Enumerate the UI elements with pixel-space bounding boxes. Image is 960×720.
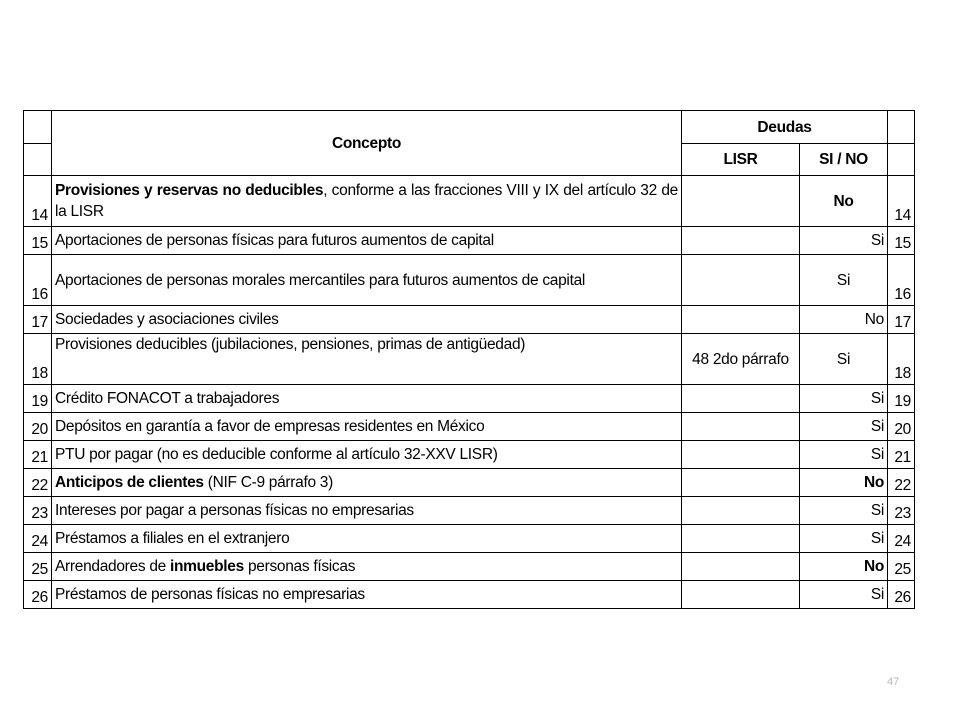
- table-row: [24, 469, 915, 497]
- table-body: [24, 176, 915, 609]
- row-answer: Si: [800, 581, 888, 609]
- row-number-right: 24: [888, 525, 915, 553]
- table-row: [24, 525, 915, 553]
- row-answer: Si: [800, 525, 888, 553]
- row-concept: Crédito FONACOT a trabajadores: [52, 385, 682, 413]
- row-number-right: 17: [888, 306, 915, 334]
- row-number-right: 15: [888, 227, 915, 255]
- row-concept: Préstamos de personas físicas no empresarias: [52, 581, 682, 609]
- row-number: 15: [24, 227, 52, 255]
- row-lisr: [682, 306, 800, 334]
- row-number-right: 19: [888, 385, 915, 413]
- row-concept: Aportaciones de personas morales mercantiles para futuros aumentos de capital: [52, 255, 682, 306]
- row-lisr: [682, 441, 800, 469]
- row-answer: No: [800, 176, 888, 227]
- concept-text: , conforme a las fracciones VIII y IX del artículo 32 de la LISR: [55, 182, 678, 220]
- concept-bold-text: Provisiones y reservas no deducibles: [55, 182, 324, 199]
- header-row-1: [24, 111, 915, 144]
- row-concept: Aportaciones de personas físicas para futuros aumentos de capital: [52, 227, 682, 255]
- debt-concepts-table: [23, 110, 915, 609]
- row-number-right: 14: [888, 176, 915, 227]
- row-number: 20: [24, 413, 52, 441]
- row-answer: Si: [800, 255, 888, 306]
- row-concept: Préstamos a filiales en el extranjero: [52, 525, 682, 553]
- row-answer: Si: [800, 227, 888, 255]
- table-row: [24, 334, 915, 385]
- row-concept: Intereses por pagar a personas físicas no empresarias: [52, 497, 682, 525]
- row-concept: Depósitos en garantía a favor de empresas residentes en México: [52, 413, 682, 441]
- table-row: [24, 227, 915, 255]
- table-row: [24, 255, 915, 306]
- table-row: [24, 581, 915, 609]
- row-number: 25: [24, 553, 52, 581]
- row-number-right: 22: [888, 469, 915, 497]
- row-number: 14: [24, 176, 52, 227]
- row-answer: Si: [800, 441, 888, 469]
- table-row: [24, 441, 915, 469]
- header-si-no: SI / NO: [800, 144, 888, 176]
- concept-text: Arrendadores de: [55, 558, 170, 575]
- row-number: 18: [24, 334, 52, 385]
- row-number: 24: [24, 525, 52, 553]
- header-concept: Concepto: [52, 111, 682, 176]
- row-concept: [52, 553, 682, 581]
- row-concept: Provisiones deducibles (jubilaciones, pensiones, primas de antigüedad): [52, 334, 682, 385]
- table-row: [24, 553, 915, 581]
- row-number-right: 25: [888, 553, 915, 581]
- row-number-right: 23: [888, 497, 915, 525]
- row-concept: [52, 469, 682, 497]
- row-number: 23: [24, 497, 52, 525]
- row-number: 26: [24, 581, 52, 609]
- header-deudas: Deudas: [682, 111, 888, 144]
- concept-text: (NIF C-9 párrafo 3): [203, 474, 333, 491]
- row-lisr: [682, 385, 800, 413]
- row-lisr: [682, 497, 800, 525]
- table-row: [24, 497, 915, 525]
- row-number: 21: [24, 441, 52, 469]
- row-lisr: [682, 227, 800, 255]
- header-empty-cell: [24, 144, 52, 176]
- row-concept: [52, 176, 682, 227]
- header-empty-cell: [888, 144, 915, 176]
- row-answer: Si: [800, 413, 888, 441]
- row-answer: Si: [800, 497, 888, 525]
- row-answer: Si: [800, 385, 888, 413]
- row-number-right: 16: [888, 255, 915, 306]
- concept-text: personas físicas: [243, 558, 356, 575]
- row-lisr: 48 2do párrafo: [682, 334, 800, 385]
- row-number: 17: [24, 306, 52, 334]
- row-number-right: 18: [888, 334, 915, 385]
- row-answer: No: [800, 469, 888, 497]
- row-lisr: [682, 525, 800, 553]
- row-number: 19: [24, 385, 52, 413]
- row-lisr: [682, 255, 800, 306]
- row-answer: Si: [800, 334, 888, 385]
- row-lisr: [682, 553, 800, 581]
- row-number-right: 20: [888, 413, 915, 441]
- row-number: 16: [24, 255, 52, 306]
- header-empty-cell: [888, 111, 915, 144]
- table-row: [24, 385, 915, 413]
- table-row: [24, 413, 915, 441]
- page-number: 47: [887, 676, 900, 688]
- table-row: [24, 176, 915, 227]
- row-lisr: [682, 581, 800, 609]
- row-concept: Sociedades y asociaciones civiles: [52, 306, 682, 334]
- row-lisr: [682, 469, 800, 497]
- concept-bold-text: inmuebles: [169, 558, 244, 575]
- row-number-right: 26: [888, 581, 915, 609]
- header-lisr: LISR: [682, 144, 800, 176]
- row-concept: PTU por pagar (no es deducible conforme al artículo 32-XXV LISR): [52, 441, 682, 469]
- header-empty-cell: [24, 111, 52, 144]
- row-lisr: [682, 413, 800, 441]
- row-number-right: 21: [888, 441, 915, 469]
- row-number: 22: [24, 469, 52, 497]
- concept-bold-text: Anticipos de clientes: [55, 474, 204, 491]
- row-lisr: [682, 176, 800, 227]
- row-answer: No: [800, 306, 888, 334]
- row-answer: No: [800, 553, 888, 581]
- table-row: [24, 306, 915, 334]
